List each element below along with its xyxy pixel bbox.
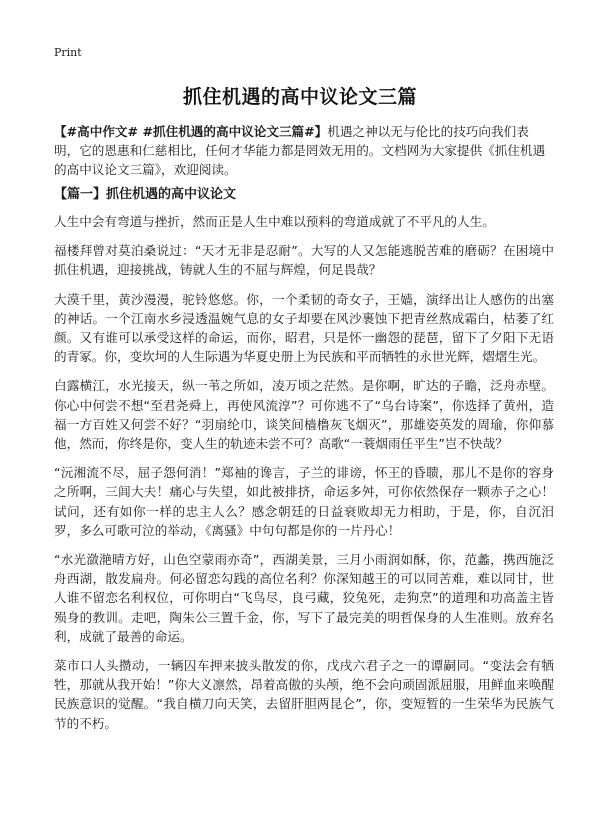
print-link[interactable]: Print — [54, 46, 82, 59]
article-body — [54, 212, 554, 743]
paragraph: 大漠千里，黄沙漫漫，驼铃悠悠。你，一个柔韧的奇女子，王嫱，演绎出让人感伤的出塞的神话。一个江南水乡浸透温婉气息的女子却要在风沙裹蚀下把青丝熬成霜白，枯萎了红颜。又有谁可以承受这样的命运，而你，昭君，只是怀一幽怨的琵琶，留下了夕阳下无语的青冢。你，变坎坷的人生际遇为华夏史册上为民族和平而牺牲的永世光辉，熠熠生光。 — [54, 291, 554, 365]
intro-tag: 【#高中作文# #抓住机遇的高中议论文三篇#】 — [54, 124, 328, 139]
intro-text: 机遇之神以无与伦比的技巧向我们表明，它的恩惠和仁慈相比，任何才华能力都是罔效无用的。文档网为大家提供《抓住机遇的高中议论文三篇》，欢迎阅读。 — [54, 124, 546, 177]
paragraph: 福楼拜曾对莫泊桑说过：“天才无非是忍耐”。大写的人又怎能逃脱苦难的磨砺？在困境中抓住机遇，迎接挑战，铸就人生的不屈与辉煌，何足畏哉？ — [54, 243, 554, 278]
intro-paragraph — [54, 122, 552, 179]
section-heading: 【篇一】抓住机遇的高中议论文 — [54, 187, 237, 202]
paragraph: 人生中会有弯道与挫折，然而正是人生中难以预料的弯道成就了不平凡的人生。 — [54, 214, 495, 229]
paragraph: “沅湘流不尽，屈子怨何消！”郑袖的谗言，子兰的诽谤，怀王的昏聩，那儿不是你的容身之所啊，三闾大夫！痛心与失望，如此被排挤，命运多舛，可你依然保存一颗赤子之心！试问，还有如你一样的忠主人么？感念朝廷的日益衰败却无力相助，于是，你，自沉汨罗，多么可歌可泣的举动，《离骚》中句句都是你的一片丹心！ — [54, 465, 554, 538]
page-title: 抓住机遇的高中议论文三篇 — [182, 86, 417, 108]
paragraph: 菜市口人头攒动，一辆囚车押来披头散发的你，戊戌六君子之一的谭嗣同。“变法会有牺牲，那就从我开始！”你大义凛然，昂着高傲的头颅，绝不会向顽固派屈服，用鲜血来唤醒民族意识的觉醒。“我自横刀向天笑，去留肝胆两昆仑”，你，变短暂的一生荣华为民族气节的不朽。 — [54, 658, 554, 731]
paragraph: 白露横江，水光接天，纵一苇之所如，凌万顷之茫然。是你啊，旷达的子瞻，泛舟赤壁。你心中何尝不想“至君尧舜上，再使风流淳”？可你逃不了“乌台诗案”，你选择了黄州，造福一方百姓又何尝不好？“羽扇纶巾，谈笑间樯橹灰飞烟灭”，那雄姿英发的周瑜，你仰慕他，然而，你终是你，变人生的轨迹未尝不可？高歌“一蓑烟雨任平生”岂不快哉？ — [54, 378, 554, 452]
paragraph: “水光潋滟晴方好，山色空蒙雨亦奇”，西湖美景，三月小雨润如酥，你，范蠡，携西施泛舟西湖，散发扁舟。何必留恋勾践的高位名利？你深知越王的可以同苦难，难以同甘，世人谁不留恋名利权位，可你明白“飞鸟尽，良弓藏，狡兔死，走狗烹”的道理和功高盖主皆殒身的教训。走吧，陶朱公三置千金，你，写下了最完美的明哲保身的人生准则。放弃名利，成就了最善的命运。 — [54, 552, 554, 644]
